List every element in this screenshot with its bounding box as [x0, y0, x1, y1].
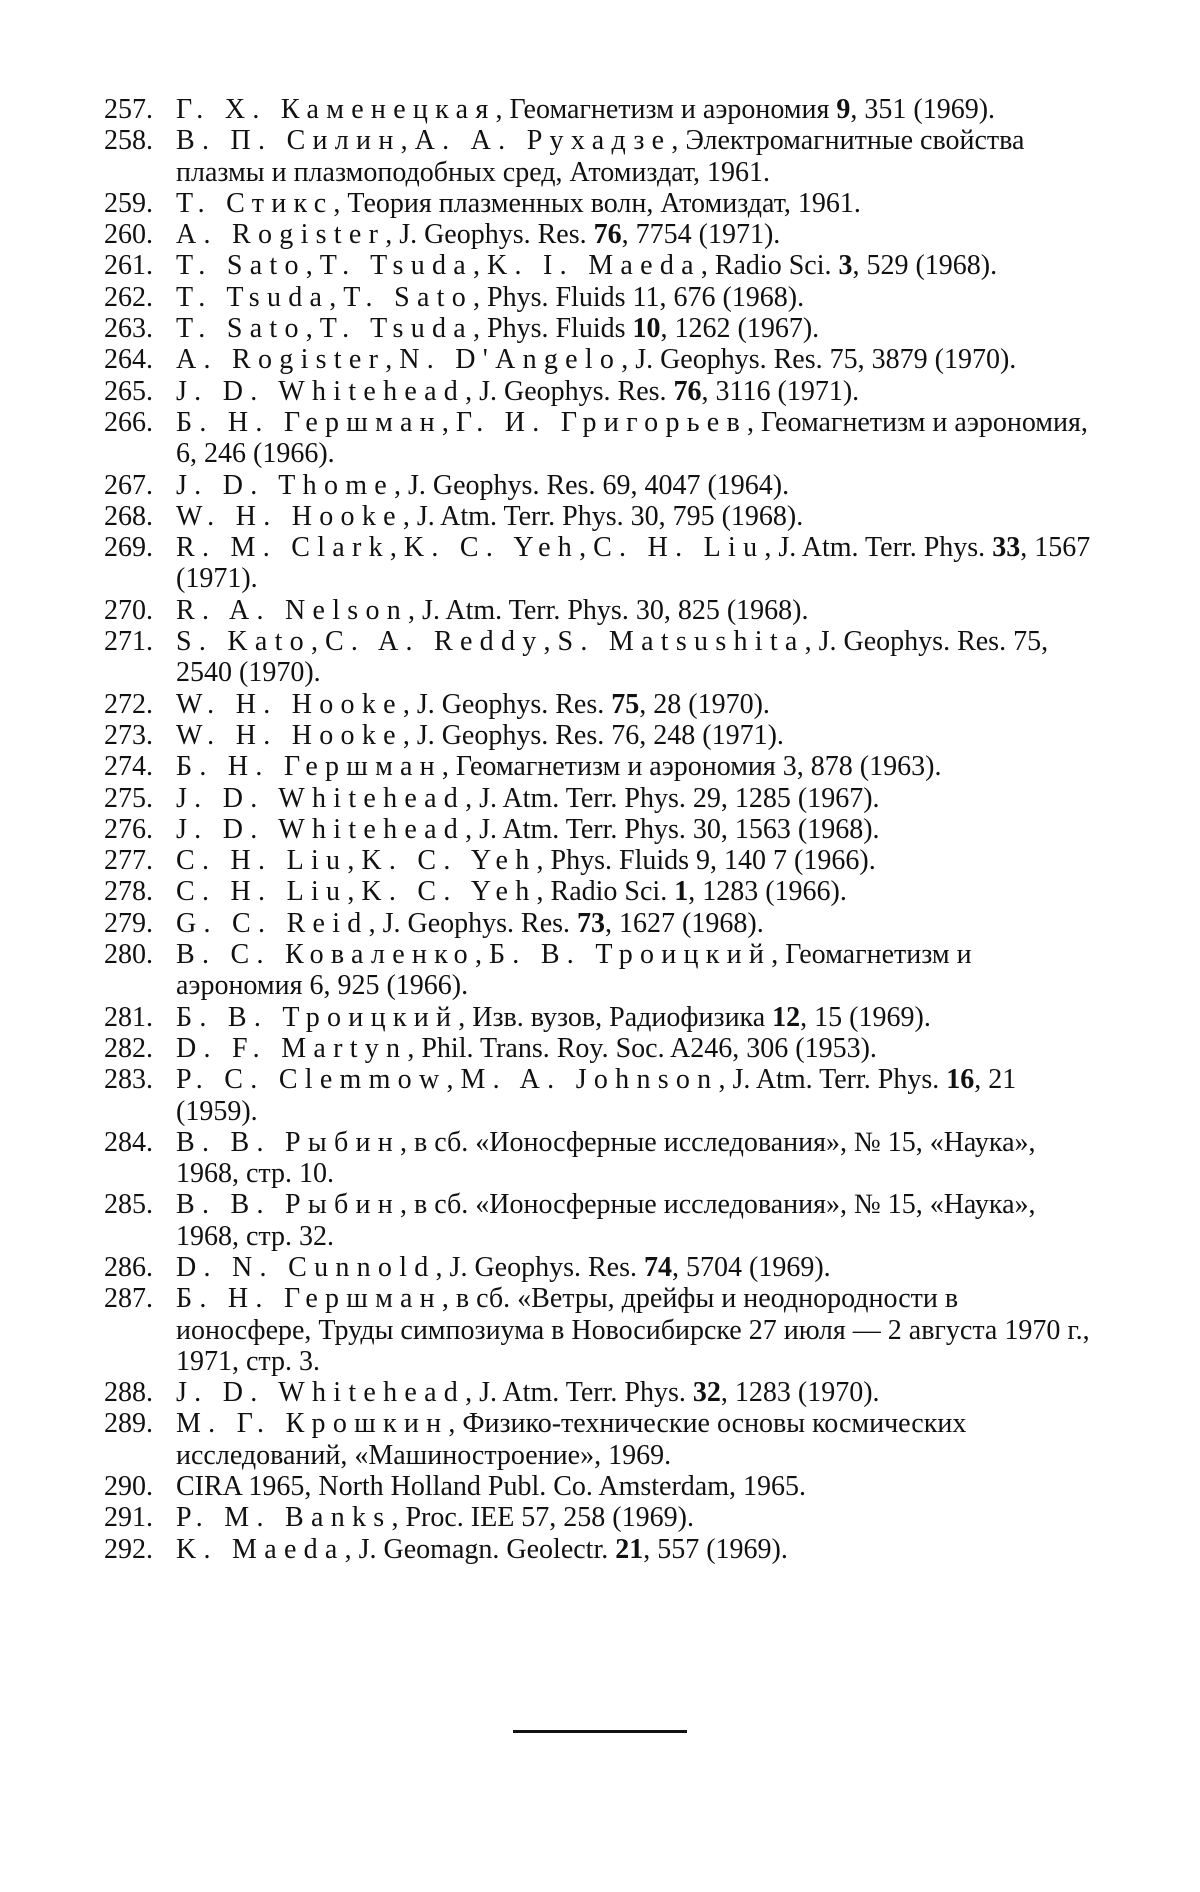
citation-text: , Геомагнетизм и аэрономия, 6, 246 (1966). — [176, 406, 1088, 470]
citation-text: , J. Atm. Terr. Phys. 30, 795 (1968). — [402, 500, 804, 532]
reference-text — [176, 125, 1024, 187]
reference-entry — [104, 845, 1094, 876]
reference-number: 276. — [104, 813, 153, 845]
citation-text: , 15 (1969). — [800, 1001, 931, 1033]
reference-number: 272. — [104, 688, 153, 720]
reference-number: 261. — [104, 250, 153, 282]
reference-text — [176, 1502, 694, 1533]
reference-text — [176, 720, 784, 751]
citation-text: , Геомагнетизм и аэрономия 6, 925 (1966). — [176, 939, 972, 1002]
citation-text: , — [347, 845, 362, 877]
reference-number: 258. — [104, 125, 153, 157]
citation-text: , 1283 (1966). — [688, 876, 847, 908]
author-name: В. П. Силин — [176, 125, 401, 157]
reference-text — [176, 595, 808, 626]
reference-number: 292. — [104, 1533, 153, 1565]
reference-number: 280. — [104, 939, 153, 971]
reference-text — [176, 1002, 931, 1033]
reference-list — [104, 94, 1094, 1565]
author-name: S. Matsushita — [557, 626, 805, 658]
author-name: T. Tsuda — [319, 250, 473, 282]
citation-text: CIRA 1965, North Holland Publ. Co. Amsterdam, 1965. — [176, 1471, 806, 1503]
citation-text: , J. Geophys. Res. 76, 248 (1971). — [402, 719, 784, 751]
reference-text — [176, 1252, 831, 1283]
reference-text — [176, 751, 941, 782]
reference-entry — [104, 1252, 1094, 1283]
volume-number: 9 — [836, 94, 851, 125]
author-name: М. Г. Крошкин — [176, 1408, 449, 1440]
reference-number: 262. — [104, 281, 153, 313]
citation-text: , J. Atm. Terr. Phys. 30, 1563 (1968). — [465, 813, 880, 845]
citation-text: , Phys. Fluids 9, 140 7 (1966). — [536, 845, 876, 877]
author-name: Т. Стикс — [176, 187, 334, 219]
reference-text — [176, 876, 847, 907]
author-name: K. C. Yeh — [403, 532, 580, 564]
reference-number: 288. — [104, 1377, 153, 1409]
citation-text: , в сб. «Ионосферные исследования», № 15, «Наука», 1968, стр. 10. — [176, 1126, 1036, 1190]
citation-text: , J. Geophys. Res. — [402, 688, 612, 720]
reference-entry — [104, 313, 1094, 344]
author-name: Б. Н. Гершман — [176, 406, 442, 438]
reference-text — [176, 1127, 1036, 1189]
volume-number: 32 — [692, 1377, 721, 1409]
reference-entry — [104, 1002, 1094, 1033]
reference-entry — [104, 501, 1094, 532]
author-name: D. F. Martyn — [176, 1032, 408, 1064]
citation-text: , — [441, 406, 456, 438]
author-name: R. M. Clark — [176, 532, 390, 564]
reference-entry — [104, 751, 1094, 782]
reference-entry — [104, 1534, 1094, 1565]
citation-text: , J. Geophys. Res. — [368, 907, 578, 939]
reference-number: 279. — [104, 907, 153, 939]
citation-text: , — [473, 250, 487, 282]
author-name: А. А. Рухадзе — [414, 125, 672, 157]
reference-number: 275. — [104, 782, 153, 814]
author-name: W. H. Hooke — [176, 500, 403, 532]
citation-text: , 5704 (1969). — [672, 1251, 831, 1283]
citation-text: , Теория плазменных волн, Атомиздат, 1961. — [333, 187, 861, 219]
reference-entry — [104, 1377, 1094, 1408]
author-name: A. Rogister — [176, 219, 386, 251]
citation-text: , Физико-технические основы космических исследований, «Машиностроение», 1969. — [176, 1408, 967, 1471]
reference-entry — [104, 595, 1094, 626]
reference-entry — [104, 250, 1094, 281]
author-name: В. В. Рыбин — [176, 1126, 401, 1158]
end-rule — [513, 1730, 687, 1733]
author-name: J. D. Thome — [176, 469, 395, 501]
reference-entry — [104, 1127, 1094, 1190]
reference-text — [176, 94, 995, 125]
volume-number: 16 — [946, 1064, 975, 1096]
reference-number: 259. — [104, 187, 153, 219]
reference-entry — [104, 1283, 1094, 1377]
reference-text — [176, 1189, 1036, 1251]
reference-entry — [104, 1189, 1094, 1252]
reference-text — [176, 689, 770, 720]
reference-entry — [104, 94, 1094, 125]
author-name: J. D. Whitehead — [176, 375, 466, 407]
author-name: D. N. Cunnold — [176, 1251, 436, 1283]
volume-number: 76 — [593, 219, 622, 251]
reference-number: 271. — [104, 626, 153, 658]
reference-entry — [104, 219, 1094, 250]
citation-text: , — [400, 125, 415, 157]
reference-text — [176, 939, 972, 1001]
citation-text: , 1283 (1970). — [720, 1377, 880, 1409]
reference-entry — [104, 1064, 1094, 1127]
reference-number: 286. — [104, 1251, 153, 1283]
reference-entry — [104, 720, 1094, 751]
author-name: P. M. Banks — [176, 1502, 392, 1534]
reference-text — [176, 1408, 966, 1470]
citation-text: , J. Atm. Terr. Phys. 29, 1285 (1967). — [465, 782, 880, 814]
reference-text — [176, 250, 997, 281]
reference-text — [176, 532, 1090, 594]
reference-number: 274. — [104, 751, 153, 783]
author-name: K. C. Yeh — [361, 845, 537, 877]
citation-text: , 21 (1959). — [176, 1064, 1017, 1127]
reference-text — [176, 626, 1048, 688]
citation-text: , Phil. Trans. Roy. Soc. A246, 306 (1953). — [407, 1032, 877, 1064]
volume-number: 21 — [615, 1533, 644, 1565]
reference-number: 266. — [104, 406, 153, 438]
reference-number: 285. — [104, 1189, 153, 1221]
author-name: K. C. Yeh — [361, 876, 537, 908]
reference-number: 283. — [104, 1064, 153, 1096]
reference-text — [176, 344, 1016, 375]
reference-entry — [104, 1502, 1094, 1533]
reference-number: 291. — [104, 1502, 153, 1534]
author-name: T. Tsuda — [319, 313, 473, 345]
reference-text — [176, 1377, 880, 1408]
citation-text: , J. Geophys. Res. — [435, 1251, 644, 1283]
citation-text: , J. Geophys. Res. 69, 4047 (1964). — [394, 469, 790, 501]
volume-number: 10 — [632, 313, 661, 345]
author-name: В. С. Коваленко — [176, 939, 475, 971]
author-name: K. I. Maeda — [487, 250, 701, 282]
citation-text: , J. Geomagn. Geolectr. — [344, 1533, 616, 1565]
reference-number: 290. — [104, 1471, 153, 1503]
citation-text: , 7754 (1971). — [621, 219, 781, 251]
citation-text: , Phys. Fluids 11, 676 (1968). — [473, 281, 805, 313]
volume-number: 74 — [644, 1251, 672, 1283]
reference-text — [176, 219, 780, 250]
reference-text — [176, 313, 819, 344]
author-name: В. В. Рыбин — [176, 1189, 401, 1221]
author-name: P. C. Clemmow — [176, 1064, 447, 1096]
citation-text: , J. Atm. Terr. Phys. — [465, 1377, 693, 1409]
author-name: Г. И. Григорьев — [455, 406, 747, 438]
citation-text: , в сб. «Ветры, дрейфы и неоднородности в ионосфере, Труды симпозиума в Новосибирске 27 июля — 2 августа 1970 г., 1971, стр. 3. — [176, 1283, 1090, 1377]
reference-text — [176, 908, 764, 939]
reference-number: 257. — [104, 94, 153, 125]
reference-number: 263. — [104, 313, 153, 345]
reference-text — [176, 783, 880, 814]
author-name: J. D. Whitehead — [176, 813, 466, 845]
author-name: T. Sato — [176, 250, 306, 282]
author-name: Г. Х. Каменецкая — [176, 94, 496, 125]
reference-text — [176, 407, 1088, 469]
author-name: C. H. Liu — [593, 532, 765, 564]
reference-number: 264. — [104, 344, 153, 376]
citation-text: , — [310, 626, 325, 658]
author-name: T. Sato — [176, 313, 306, 345]
citation-text: , — [385, 344, 400, 376]
author-name: C. A. Reddy — [324, 626, 544, 658]
author-name: W. H. Hooke — [176, 688, 403, 720]
reference-text — [176, 845, 876, 876]
reference-entry — [104, 188, 1094, 219]
citation-text: , 557 (1969). — [643, 1533, 788, 1565]
reference-number: 284. — [104, 1126, 153, 1158]
volume-number: 75 — [611, 688, 640, 720]
reference-text — [176, 282, 804, 313]
citation-text: , Изв. вузов, Радиофизика — [458, 1001, 773, 1033]
citation-text: , Proc. IEE 57, 258 (1969). — [391, 1502, 694, 1534]
citation-text: , 351 (1969). — [850, 94, 996, 125]
citation-text: , J. Atm. Terr. Phys. 30, 825 (1968). — [408, 594, 809, 626]
citation-text: , J. Geophys. Res. — [465, 375, 674, 407]
author-name: S. Kato — [176, 626, 311, 658]
author-name: T. Tsuda — [176, 281, 330, 313]
author-name: Б. В. Троицкий — [488, 939, 772, 971]
reference-entry — [104, 876, 1094, 907]
reference-text — [176, 1033, 877, 1064]
reference-text — [176, 1471, 806, 1502]
reference-entry — [104, 1408, 1094, 1471]
reference-number: 281. — [104, 1001, 153, 1033]
citation-text: , Геомагнетизм и аэрономия — [495, 94, 837, 125]
author-name: C. H. Liu — [176, 876, 348, 908]
reference-entry — [104, 407, 1094, 470]
citation-text: , — [579, 532, 594, 564]
reference-entry — [104, 282, 1094, 313]
author-name: W. H. Hooke — [176, 719, 403, 751]
reference-text — [176, 188, 861, 219]
reference-text — [176, 470, 789, 501]
citation-text: , J. Geophys. Res. — [385, 219, 594, 251]
reference-entry — [104, 908, 1094, 939]
reference-number: 278. — [104, 876, 153, 908]
author-name: J. D. Whitehead — [176, 782, 466, 814]
citation-text: , J. Atm. Terr. Phys. — [764, 532, 993, 564]
reference-entry — [104, 689, 1094, 720]
reference-text — [176, 376, 859, 407]
citation-text: , — [389, 532, 404, 564]
reference-number: 270. — [104, 594, 153, 626]
reference-entry — [104, 125, 1094, 188]
reference-number: 277. — [104, 845, 153, 877]
citation-text: , — [305, 250, 320, 282]
reference-number: 265. — [104, 375, 153, 407]
reference-number: 287. — [104, 1283, 153, 1315]
reference-text — [176, 1534, 788, 1565]
citation-text: , — [543, 626, 558, 658]
reference-number: 267. — [104, 469, 153, 501]
citation-text: , в сб. «Ионосферные исследования», № 15, «Наука», 1968, стр. 32. — [176, 1189, 1036, 1252]
citation-text: , Электромагнитные свойства плазмы и плазмоподобных сред, Атомиздат, 1961. — [176, 125, 1025, 188]
reference-number: 268. — [104, 500, 153, 532]
author-name: N. D'Angelo — [399, 344, 622, 376]
citation-text: , Геомагнетизм и аэрономия 3, 878 (1963). — [441, 751, 942, 783]
author-name: C. H. Liu — [176, 845, 348, 877]
author-name: Б. Н. Гершман — [176, 751, 442, 783]
reference-entry — [104, 1033, 1094, 1064]
author-name: R. A. Nelson — [176, 594, 409, 626]
citation-text: , — [329, 281, 344, 313]
citation-text: , 1627 (1968). — [605, 907, 764, 939]
citation-text: , J. Geophys. Res. 75, 3879 (1970). — [621, 344, 1017, 376]
author-name: M. A. Johnson — [460, 1064, 719, 1096]
citation-text: , Phys. Fluids — [473, 313, 633, 345]
volume-number: 3 — [838, 250, 853, 282]
reference-entry — [104, 939, 1094, 1002]
reference-text — [176, 1283, 1090, 1377]
volume-number: 33 — [992, 532, 1021, 564]
reference-number: 260. — [104, 219, 153, 251]
reference-entry — [104, 376, 1094, 407]
reference-entry — [104, 470, 1094, 501]
volume-number: 12 — [772, 1001, 801, 1033]
author-name: J. D. Whitehead — [176, 1377, 466, 1409]
volume-number: 1 — [674, 876, 689, 908]
volume-number: 76 — [673, 375, 702, 407]
citation-text: , 28 (1970). — [639, 688, 770, 720]
citation-text: , 1262 (1967). — [660, 313, 820, 345]
citation-text: , 529 (1968). — [852, 250, 998, 282]
citation-text: , Radio Sci. — [536, 876, 675, 908]
author-name: T. Sato — [343, 281, 473, 313]
author-name: Б. Н. Гершман — [176, 1283, 442, 1315]
author-name: G. C. Reid — [176, 907, 369, 939]
citation-text: , — [347, 876, 362, 908]
reference-number: 289. — [104, 1408, 153, 1440]
citation-text: , J. Atm. Terr. Phys. — [718, 1064, 947, 1096]
reference-entry — [104, 532, 1094, 595]
reference-number: 269. — [104, 532, 153, 564]
volume-number: 73 — [577, 907, 606, 939]
citation-text: , J. Geophys. Res. 75, 2540 (1970). — [176, 626, 1049, 689]
citation-text: , — [446, 1064, 461, 1096]
reference-entry — [104, 344, 1094, 375]
reference-entry — [104, 814, 1094, 845]
reference-entry — [104, 626, 1094, 689]
author-name: Б. В. Троицкий — [176, 1001, 459, 1033]
author-name: K. Maeda — [176, 1533, 345, 1565]
citation-text: , — [474, 939, 489, 971]
reference-text — [176, 814, 880, 845]
citation-text: , 3116 (1971). — [701, 375, 860, 407]
citation-text: , — [305, 313, 320, 345]
reference-entry — [104, 1471, 1094, 1502]
author-name: A. Rogister — [176, 344, 386, 376]
citation-text: , Radio Sci. — [700, 250, 839, 282]
reference-text — [176, 1064, 1016, 1126]
citation-text: , 1567 (1971). — [176, 532, 1091, 595]
reference-number: 273. — [104, 719, 153, 751]
reference-text — [176, 501, 803, 532]
reference-entry — [104, 783, 1094, 814]
reference-number: 282. — [104, 1032, 153, 1064]
